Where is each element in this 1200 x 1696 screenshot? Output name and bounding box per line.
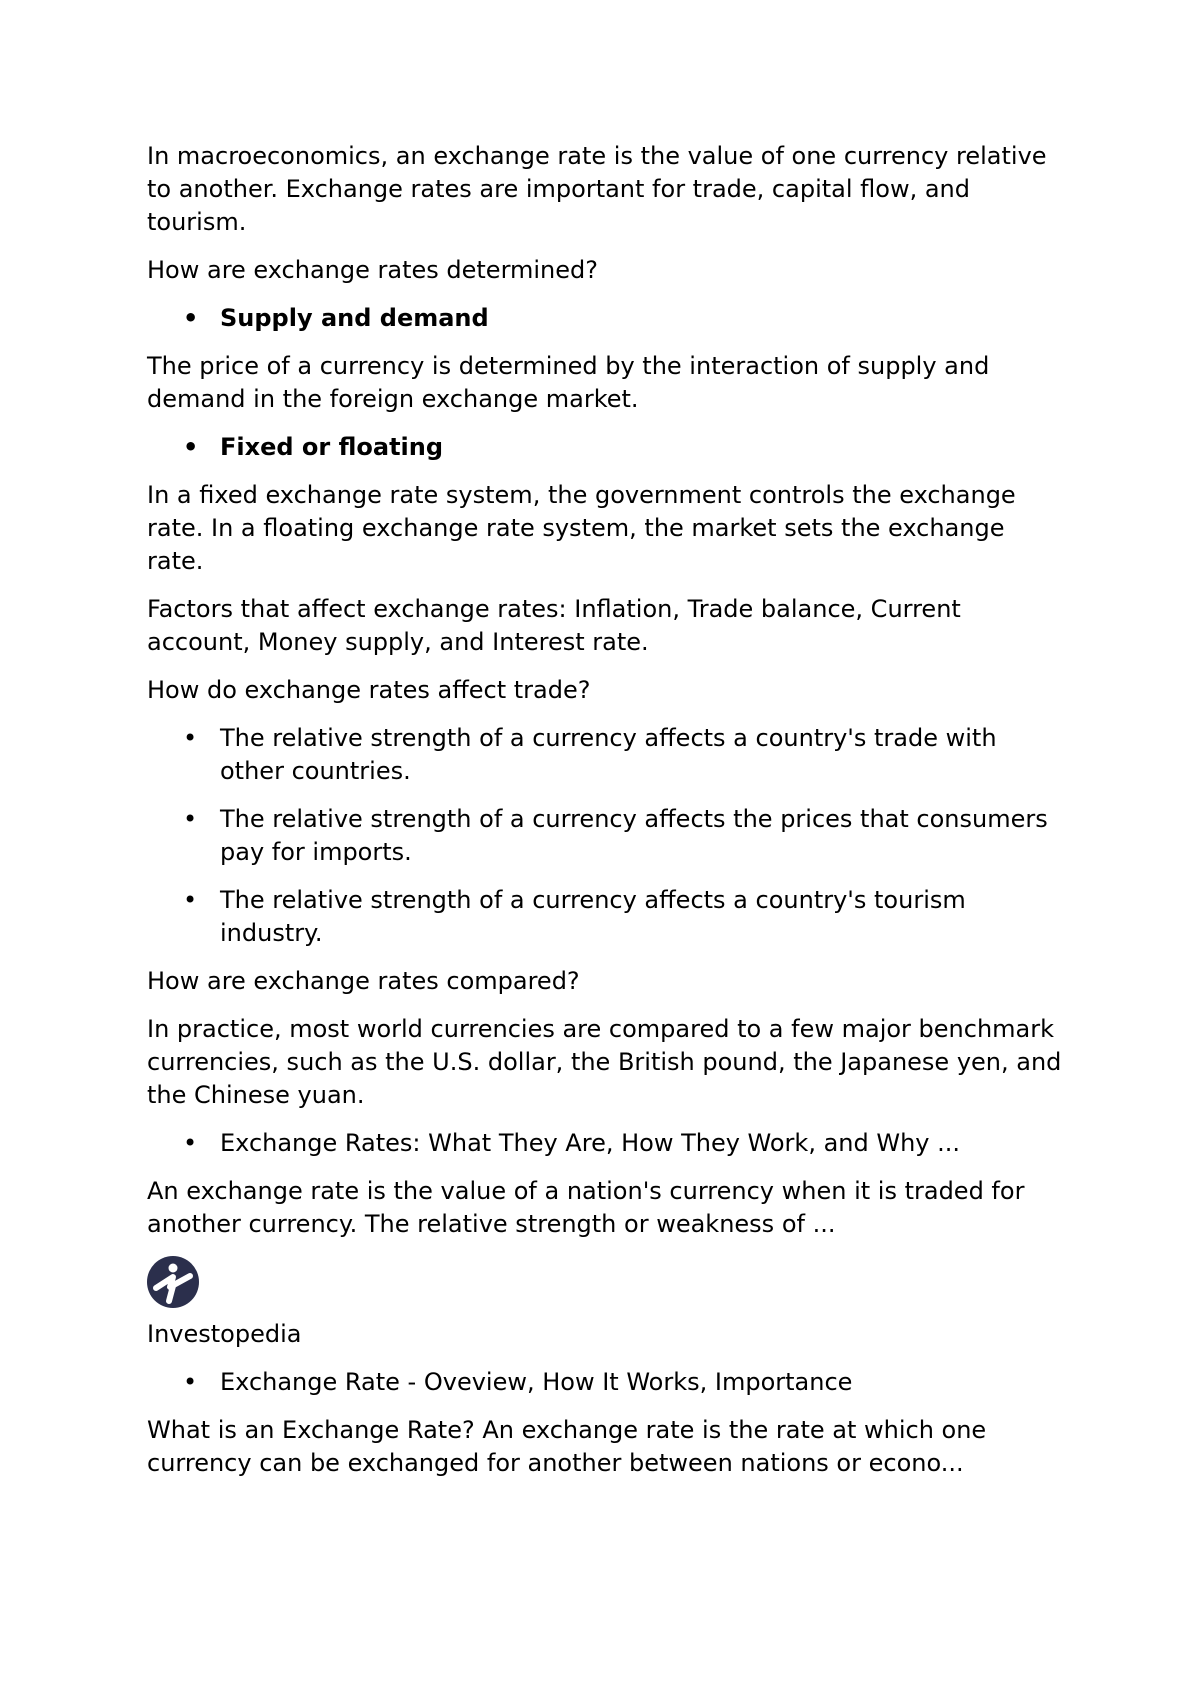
list-item-fixed-floating: • Fixed or floating — [147, 431, 1067, 464]
source-link-investopedia[interactable]: • Exchange Rates: What They Are, How They Work, and Why ... — [147, 1127, 1067, 1160]
question-compared: How are exchange rates compared? — [147, 967, 580, 995]
source-name: Investopedia — [147, 1320, 302, 1348]
source-link-exchange-rate[interactable]: • Exchange Rate - Oveview, How It Works, Importance — [147, 1366, 1067, 1399]
list-fixed — [147, 431, 1067, 464]
paragraph-supply: The price of a currency is determined by the interaction of supply and demand in the foreign exchange market. — [147, 352, 990, 413]
paragraph-factors: Factors that affect exchange rates: Inflation, Trade balance, Current account, Money supply, and Interest rate. — [147, 595, 961, 656]
question-trade: How do exchange rates affect trade? — [147, 676, 591, 704]
list-item: • The relative strength of a currency affects a country's trade with other countries. — [147, 722, 1067, 788]
list-item: • The relative strength of a currency affects the prices that consumers pay for imports. — [147, 803, 1067, 869]
intro-paragraph: In macroeconomics, an exchange rate is the value of one currency relative to another. Exchange rates are important for trade, capital flow, and tourism. — [147, 142, 1047, 236]
paragraph-source2: What is an Exchange Rate? An exchange rate is the rate at which one currency can be exchanged for another between nations or econo... — [147, 1416, 987, 1477]
document-body — [147, 140, 1067, 1495]
list-item: • The relative strength of a currency affects a country's tourism industry. — [147, 884, 1067, 950]
paragraph-fixed: In a fixed exchange rate system, the government controls the exchange rate. In a floating exchange rate system, the market sets the exchange rate. — [147, 481, 1016, 575]
investopedia-logo-icon — [147, 1256, 199, 1308]
list-item-supply-demand: • Supply and demand — [147, 302, 1067, 335]
list-trade — [147, 722, 1067, 950]
paragraph-source1: An exchange rate is the value of a nation's currency when it is traded for another currency. The relative strength or weakness of ... — [147, 1177, 1025, 1238]
paragraph-compared: In practice, most world currencies are compared to a few major benchmark currencies, such as the U.S. dollar, the British pound, the Japanese yen, and the Chinese yuan. — [147, 1015, 1062, 1109]
question-determined: How are exchange rates determined? — [147, 256, 599, 284]
list-source2 — [147, 1366, 1067, 1399]
list-supply — [147, 302, 1067, 335]
list-source1 — [147, 1127, 1067, 1160]
